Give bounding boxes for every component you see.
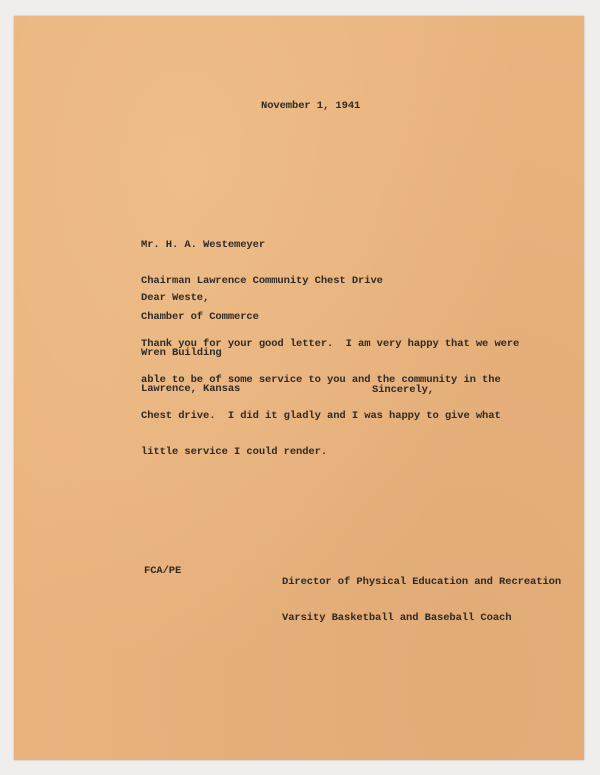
address-line: Lawrence, Kansas xyxy=(141,383,241,395)
body-line: Chest drive. I did it gladly and I was happy to give what xyxy=(141,410,501,422)
letter-body xyxy=(141,314,519,482)
body-line: Thank you for your good letter. I am very happy that we were xyxy=(141,338,520,350)
address-line: Chairman Lawrence Community Chest Drive xyxy=(141,275,383,287)
signature-block xyxy=(282,552,561,648)
signature-title-line: Varsity Basketball and Baseball Coach xyxy=(282,612,512,624)
closing: Sincerely, xyxy=(372,384,435,396)
body-line: little service I could render. xyxy=(141,446,328,458)
letter-date: November 1, 1941 xyxy=(261,100,361,112)
letter-page xyxy=(14,16,584,760)
reference-initials: FCA/PE xyxy=(144,565,182,577)
address-line: Wren Building xyxy=(141,347,222,359)
signature-title-line: Director of Physical Education and Recreation xyxy=(282,576,562,588)
body-line: able to be of some service to you and the community in the xyxy=(141,374,501,386)
salutation: Dear Weste, xyxy=(141,292,210,304)
address-line: Mr. H. A. Westemeyer xyxy=(141,239,266,251)
address-line: Chamber of Commerce xyxy=(141,311,259,323)
